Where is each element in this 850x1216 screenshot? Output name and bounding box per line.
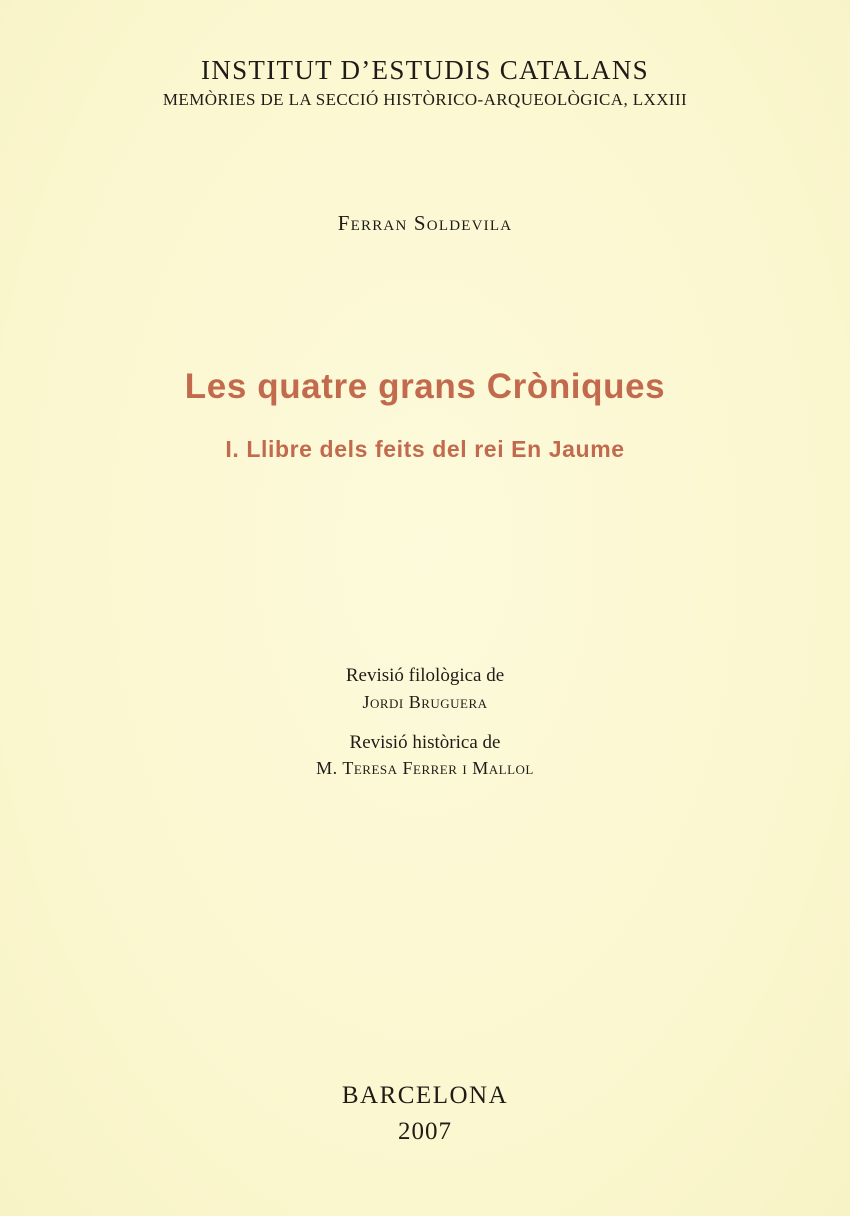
- historical-revision-name: M. Teresa Ferrer i Mallol: [316, 758, 534, 778]
- imprint-city: BARCELONA: [341, 1082, 509, 1109]
- author-name: Ferran Soldevila: [337, 211, 513, 235]
- imprint-year: 2007: [398, 1118, 452, 1145]
- publisher-institute: INSTITUT D’ESTUDIS CATALANS: [201, 55, 649, 85]
- publisher-series: MEMÒRIES DE LA SECCIÓ HISTÒRICO-ARQUEOLÒGICA, LXXIII: [162, 90, 688, 109]
- philological-revision-name: Jordi Bruguera: [362, 692, 488, 712]
- book-title: Les quatre grans Cròniques: [184, 367, 666, 406]
- book-subtitle: I. Llibre dels feits del rei En Jaume: [225, 436, 625, 462]
- philological-revision-label: Revisió filològica de: [345, 665, 505, 686]
- historical-revision-label: Revisió històrica de: [349, 732, 501, 753]
